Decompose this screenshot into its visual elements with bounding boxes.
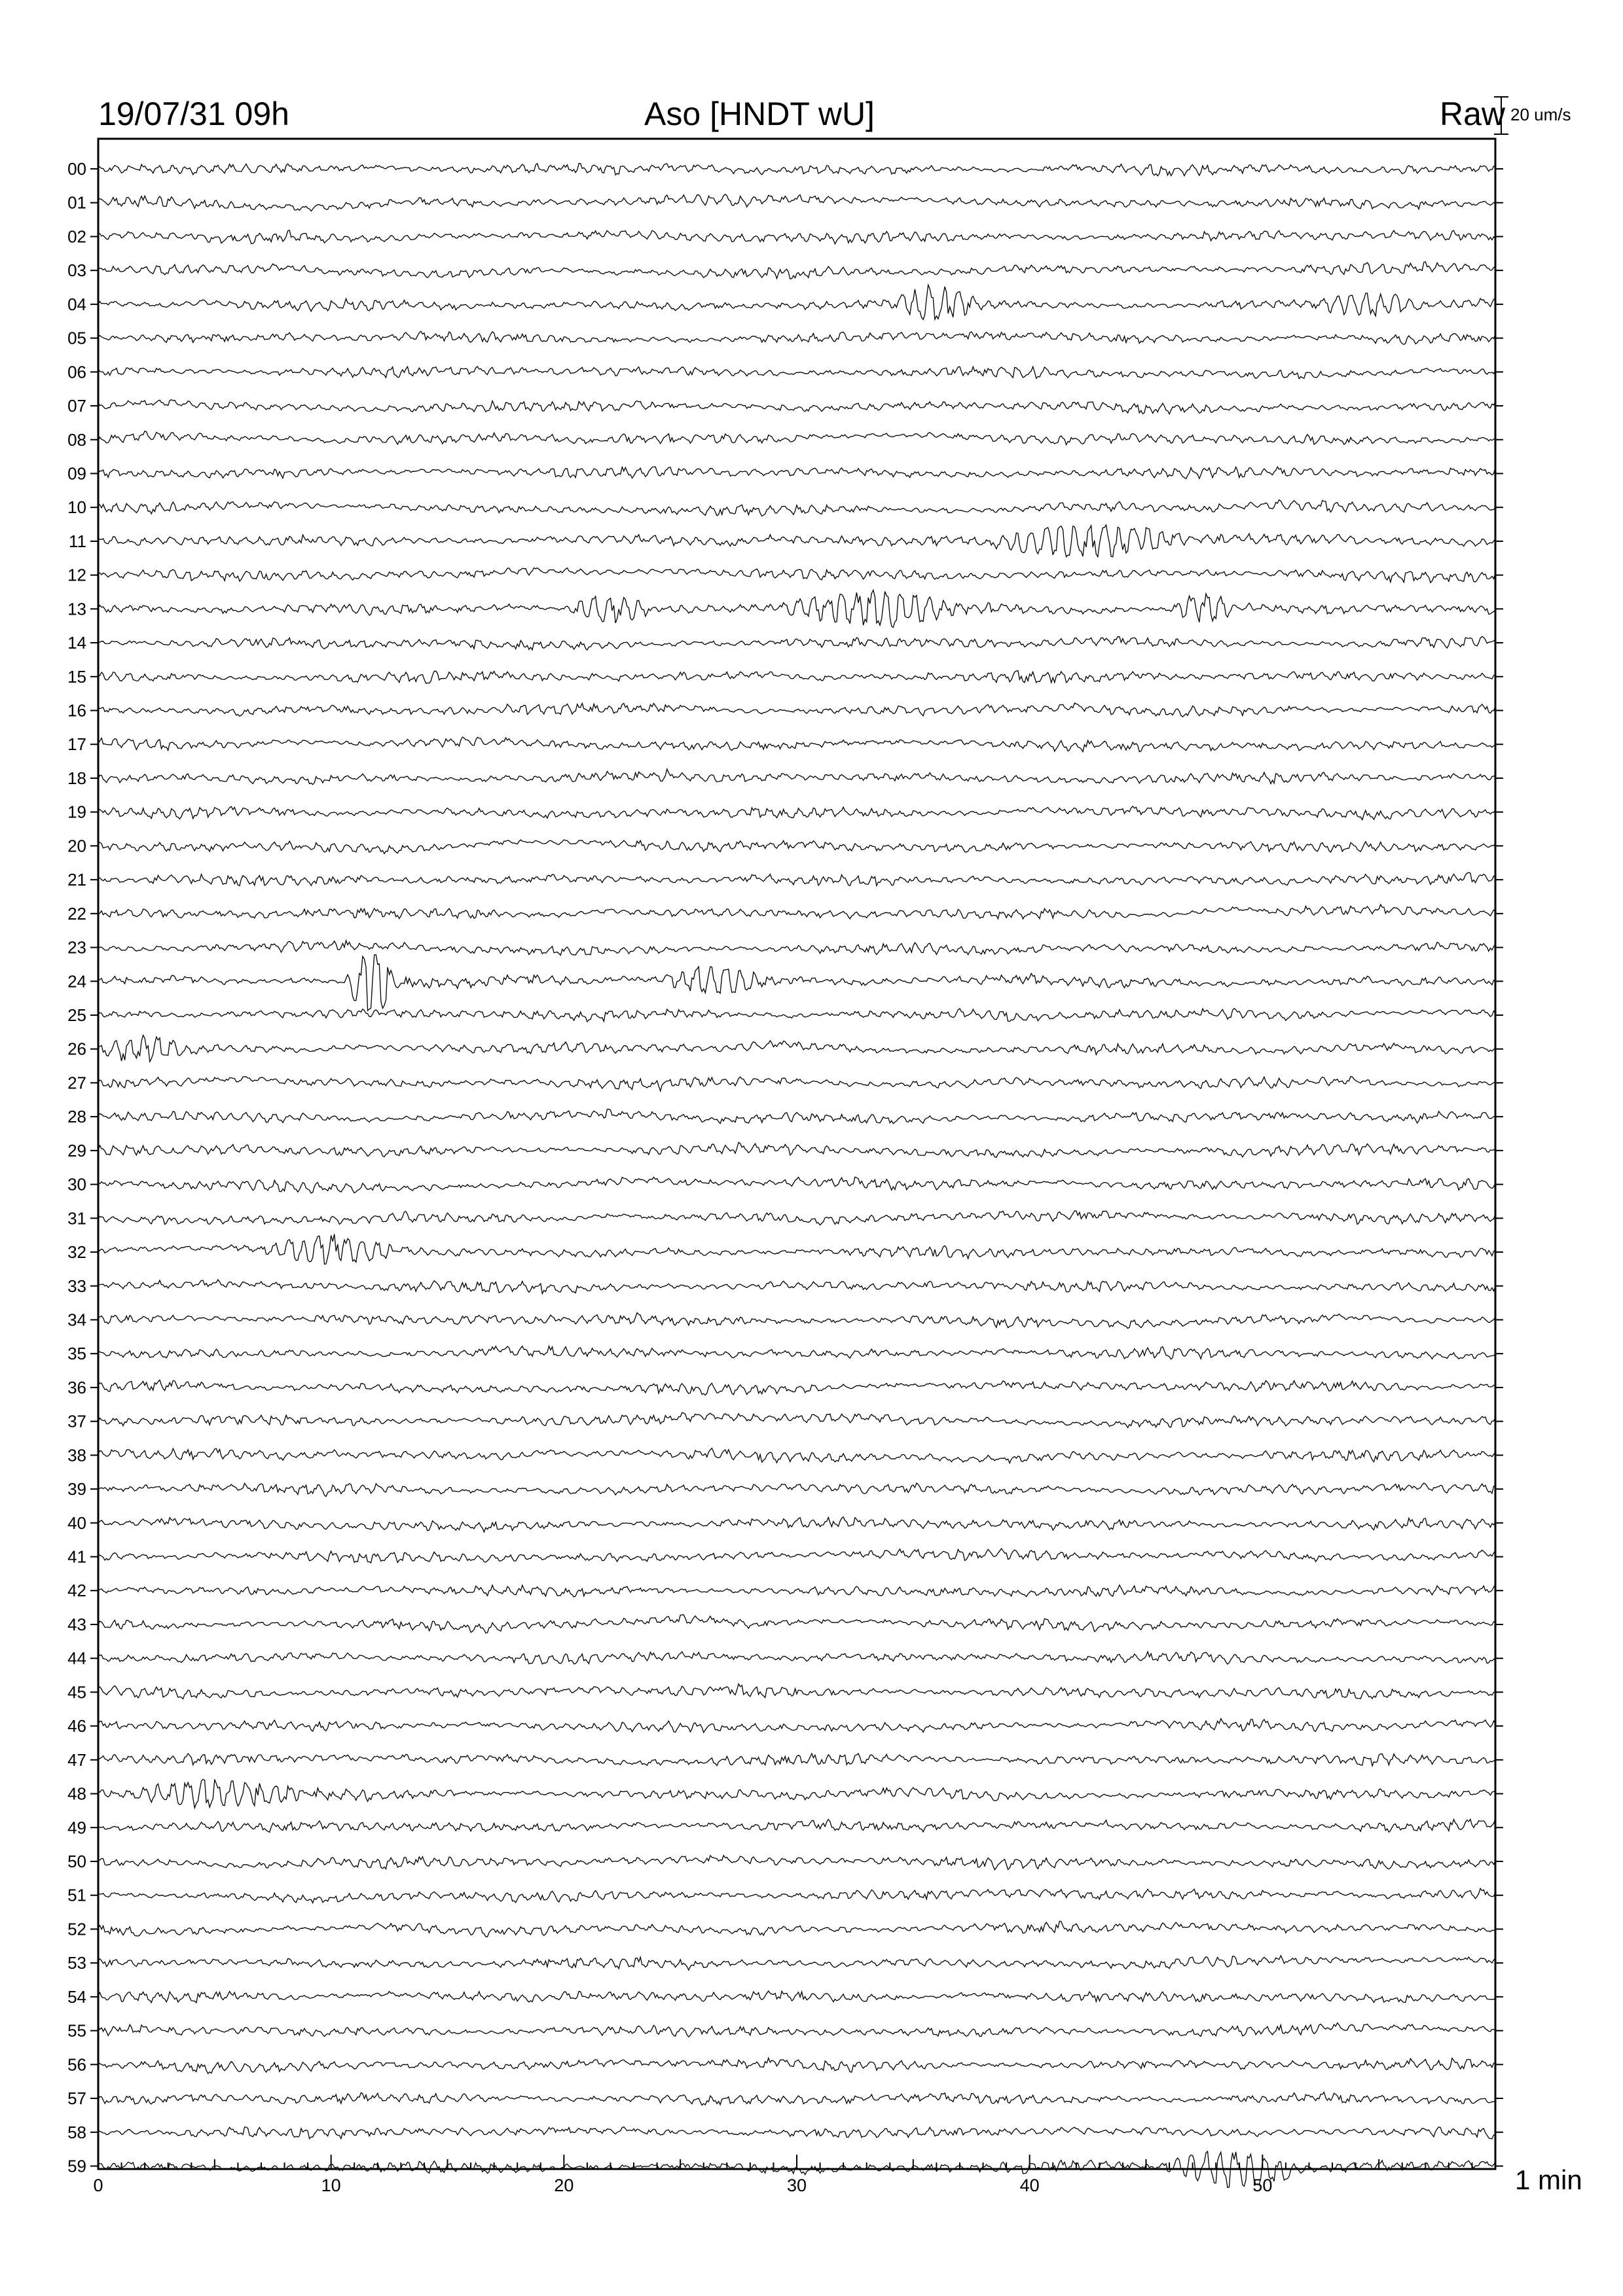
y-tick-label: 01 xyxy=(67,192,86,213)
y-tick-label: 40 xyxy=(67,1513,86,1533)
y-tick-label: 18 xyxy=(67,768,86,788)
seismogram-trace xyxy=(98,568,1495,583)
y-tick-label: 11 xyxy=(69,531,86,551)
y-tick-label: 35 xyxy=(67,1344,86,1364)
y-tick-label: 38 xyxy=(67,1445,86,1465)
seismogram-trace xyxy=(98,1077,1495,1091)
seismogram-trace xyxy=(98,285,1495,319)
y-tick-label: 02 xyxy=(67,226,86,247)
seismogram-trace xyxy=(98,1346,1495,1359)
x-axis-unit-label: 1 min xyxy=(1515,2164,1582,2195)
y-tick-label: 49 xyxy=(67,1818,86,1838)
y-tick-label: 37 xyxy=(67,1411,86,1431)
seismogram-trace xyxy=(98,769,1495,785)
y-tick-label: 32 xyxy=(67,1242,86,1263)
y-tick-label: 09 xyxy=(67,463,86,484)
seismogram-trace xyxy=(98,1991,1495,2003)
y-tick-label: 31 xyxy=(67,1208,86,1229)
seismogram-trace xyxy=(98,1753,1495,1766)
seismogram-trace xyxy=(98,431,1495,445)
y-tick-label: 47 xyxy=(67,1749,86,1770)
mode-label: Raw xyxy=(1439,96,1505,132)
seismogram-trace xyxy=(98,737,1495,752)
y-tick-label: 23 xyxy=(67,937,86,958)
y-tick-label: 29 xyxy=(67,1140,86,1160)
x-tick-label: 10 xyxy=(321,2176,341,2195)
x-tick-label: 30 xyxy=(786,2176,807,2195)
y-tick-label: 10 xyxy=(67,497,86,518)
seismogram-trace xyxy=(98,367,1495,379)
seismogram-trace xyxy=(98,1211,1495,1225)
seismogram-trace xyxy=(98,806,1495,820)
seismogram-trace xyxy=(98,331,1495,344)
y-tick-label: 41 xyxy=(67,1547,86,1567)
seismogram-trace xyxy=(98,1142,1495,1157)
seismogram-trace xyxy=(98,2127,1495,2139)
y-tick-label: 06 xyxy=(67,362,86,382)
seismogram-trace xyxy=(98,905,1495,919)
seismogram-trace xyxy=(98,703,1495,717)
y-tick-label: 55 xyxy=(67,2020,86,2041)
y-tick-label: 42 xyxy=(67,1581,86,1601)
y-tick-label: 13 xyxy=(67,599,86,619)
x-tick-label: 40 xyxy=(1019,2176,1040,2195)
seismogram-trace xyxy=(98,1035,1495,1062)
scale-bar-label: 20 um/s xyxy=(1510,105,1571,124)
y-tick-label: 33 xyxy=(67,1276,86,1296)
y-tick-label: 22 xyxy=(67,903,86,924)
seismogram-trace xyxy=(98,467,1495,478)
y-tick-label: 07 xyxy=(67,396,86,416)
scale-bar xyxy=(1494,97,1508,134)
seismogram-trace xyxy=(98,1652,1495,1664)
seismogram-trace xyxy=(98,1780,1495,1808)
seismogram-trace xyxy=(98,636,1495,650)
seismogram-trace xyxy=(98,230,1495,244)
y-tick-label: 05 xyxy=(67,328,86,348)
seismogram-trace xyxy=(98,1719,1495,1732)
seismogram-trace xyxy=(98,1483,1495,1497)
seismogram-trace xyxy=(98,1549,1495,1563)
y-tick-label: 17 xyxy=(67,734,86,755)
y-tick-label: 04 xyxy=(67,294,86,314)
y-tick-label: 50 xyxy=(67,1852,86,1871)
seismogram-trace xyxy=(98,1856,1495,1870)
date-hour-title: 19/07/31 09h xyxy=(98,96,289,132)
seismogram-trace xyxy=(98,1177,1495,1193)
station-title: Aso [HNDT wU] xyxy=(644,96,875,132)
seismogram-trace xyxy=(98,941,1495,956)
seismogram-trace xyxy=(98,1921,1495,1937)
y-tick-label: 39 xyxy=(67,1479,86,1499)
seismogram-trace xyxy=(98,2092,1495,2106)
y-tick-label: 20 xyxy=(67,836,86,856)
seismogram-trace xyxy=(98,872,1495,886)
y-tick-label: 58 xyxy=(67,2122,86,2142)
y-tick-label: 46 xyxy=(67,1716,86,1736)
seismogram-trace xyxy=(98,1888,1495,1903)
y-tick-label: 25 xyxy=(67,1005,86,1025)
seismogram-trace xyxy=(98,262,1495,279)
seismogram-trace xyxy=(98,2023,1495,2037)
seismogram-trace xyxy=(98,1956,1495,1970)
y-tick-label: 30 xyxy=(67,1174,86,1194)
y-tick-label: 48 xyxy=(67,1784,86,1804)
y-tick-label: 54 xyxy=(67,1986,86,2007)
seismogram-trace xyxy=(98,1585,1495,1597)
seismogram-trace xyxy=(98,1684,1495,1699)
y-tick-label: 52 xyxy=(67,1919,86,1939)
y-tick-label: 26 xyxy=(67,1039,86,1059)
seismogram-trace xyxy=(98,590,1495,628)
y-tick-label: 03 xyxy=(67,260,86,281)
y-tick-label: 27 xyxy=(67,1073,86,1093)
y-tick-label: 00 xyxy=(67,159,86,179)
y-tick-label: 59 xyxy=(67,2156,86,2176)
y-tick-label: 36 xyxy=(67,1377,86,1397)
seismogram-trace xyxy=(98,1448,1495,1463)
seismogram-trace xyxy=(98,1280,1495,1294)
y-tick-label: 14 xyxy=(67,633,86,653)
y-tick-label: 24 xyxy=(67,971,86,992)
seismogram-trace xyxy=(98,671,1495,683)
y-tick-label: 34 xyxy=(67,1310,86,1330)
seismogram-trace xyxy=(98,1380,1495,1395)
seismogram-trace xyxy=(98,1615,1495,1633)
seismogram-trace xyxy=(98,1517,1495,1532)
y-tick-label: 57 xyxy=(67,2089,86,2109)
seismogram-trace xyxy=(98,840,1495,853)
seismogram-trace xyxy=(98,525,1495,557)
seismogram-trace xyxy=(98,1819,1495,1833)
y-tick-label: 08 xyxy=(67,429,86,450)
seismogram-trace xyxy=(98,500,1495,516)
seismogram-trace xyxy=(98,400,1495,414)
x-tick-label: 0 xyxy=(93,2176,103,2195)
seismogram-trace xyxy=(98,1234,1495,1265)
seismogram-trace xyxy=(98,955,1495,1011)
y-tick-label: 15 xyxy=(67,666,86,687)
x-tick-label: 50 xyxy=(1252,2176,1273,2195)
seismogram-trace xyxy=(98,1009,1495,1022)
seismogram-trace xyxy=(98,1412,1495,1427)
y-tick-label: 56 xyxy=(67,2054,86,2075)
seismogram-trace xyxy=(98,164,1495,176)
y-tick-label: 53 xyxy=(67,1953,86,1973)
seismogram-trace xyxy=(98,1313,1495,1329)
y-tick-label: 43 xyxy=(67,1614,86,1634)
seismogram-trace xyxy=(98,194,1495,211)
seismogram-trace xyxy=(98,2058,1495,2073)
x-tick-label: 20 xyxy=(554,2176,574,2195)
y-tick-label: 21 xyxy=(67,870,86,890)
y-tick-label: 19 xyxy=(67,802,86,822)
y-tick-label: 44 xyxy=(67,1648,86,1668)
y-tick-label: 28 xyxy=(67,1107,86,1127)
seismogram-trace xyxy=(98,1109,1495,1124)
y-tick-label: 12 xyxy=(67,565,86,585)
y-tick-label: 16 xyxy=(67,700,86,721)
y-tick-label: 45 xyxy=(67,1682,86,1702)
y-tick-label: 51 xyxy=(67,1885,86,1905)
